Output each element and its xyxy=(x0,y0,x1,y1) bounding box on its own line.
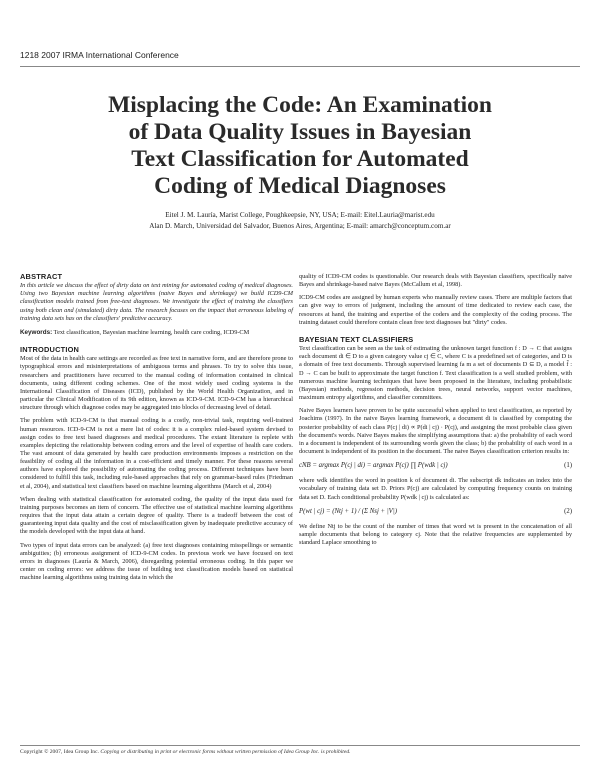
bayes-paragraph: where wdk identifies the word in position k of document di. The subscript dk indicates an index into the vocabulary of training data set D. Priors P(cj) are calculated by computing frequency counts on training data set D. Each conditional probability P(wdk | cj) is calculated as: xyxy=(299,477,572,501)
bayes-paragraph: We define Ntj to be the count of the number of times that word wt is present in the concatenation of all sample documents that belong to category cj. Note that the relative frequencies are supplemented by standard Laplace smoothing to xyxy=(299,522,572,547)
intro-paragraph: When dealing with statistical classification for automated coding, the quality of the input data used for training purposes becomes an item of concern. The effective use of statistical machine learning algorithms requires that the input data attain a certain degree of quality. There is a tradeoff between the cost of guaranteeing input data quality and the cost of misclassification given by inadequate predictive accuracy of the models developed with the input data at hand. xyxy=(20,495,293,536)
right-column xyxy=(299,273,572,552)
intro-paragraph: The problem with ICD-9-CM is that manual coding is a costly, non-trivial task, requiring well-trained human resources. ICD-9-CM is not a mere list of codes: it is a complex ruled-based system devised to assign codes to free text based diagnoses and medical procedures. The extant literature is replete with examples depicting the relationship between coding errors and the level of expertise of health care coders. The vast amount of data generated by health care production environments imposes a restriction on the feasibility of coding all the information in a cost-efficient and timely manner. For these reasons several authors have explored the possibility of automating the coding process. Different techniques have been considered to fulfill this task, including rule-based approaches that rely on grammar-based rules (Friedman et al, 2004), and statistical text classifiers based on machine learning algorithms (March et al, 2004) xyxy=(20,417,293,490)
abstract-text: In this article we discuss the effect of dirty data on text mining for automated coding of medical diagnoses. Using two Bayesian machine learning algorithms (naive Bayes and shrinkage) we build ICD9-CM classification models trained from free-text diagnoses. We investigate the effect of training the classifiers using both clean and (simulated) dirty data. The research focuses on the impact that erroneous labeling of training data sets has on the classifiers' predictive accuracy. xyxy=(20,282,293,322)
intro-paragraph: Most of the data in health care settings are recorded as free text in narrative form, and are therefore prone to typographical errors and misinterpretations of ambiguous terms and phrases. To try to solve this issue, researchers and practitioners have recurred to the manual coding of information contained in clinical documents, using different coding schemes. One of the most widely used coding systems is the International Classification of Diseases (ICD), published by the World Health Organization, and in particular the Clinical Modification of its 9th edition, known as ICD-9-CM. ICD-9-CM has a hierarchical structure through which diagnose codes may be aggregated into blocks of decreasing level of detail. xyxy=(20,355,293,412)
title-line: Coding of Medical Diagnoses xyxy=(154,173,446,199)
keywords-label: Keywords: xyxy=(20,328,53,336)
bayes-paragraph: Text classification can be seen as the task of estimating the unknown target function f : D → C that assigns each document di ∈ D to a given category value cj ∈ C, where C is a predefined set of categories, and D is a domain of free text documents. Through supervised learning fa m a set of documents D ⊆ D, a model f̂ : D → C can be built to approximate the target function f. Text classification is a well studied problem, with numerous machine learning techniques that have been proposed in the literature, including probabilistic (Bayesian) methods, regression methods, decision trees, neural networks, support vector machines, maximum entropy algorithms, and classifier committees. xyxy=(299,345,572,402)
paper-title xyxy=(40,92,560,200)
equation-1-body: cNB = argmax P(cj | di) = argmax P(cj) ∏ P(wdk | cj) xyxy=(299,462,448,470)
header-rule xyxy=(20,66,580,67)
bayes-paragraph: Naive Bayes learners have proven to be quite successful when applied to text classification, as reported by Joachims (1997). In the naive Bayes learning framework, a document di is classified by computing the posterior probability of each class P(cj | di) ∝ P(di | cj) · P(cj), and assigning the most probable class given the document's words. Naive Bayes makes the simplifying assumptions that: a) the probability of each word in a document is independent of its surrounding words given the class; b) the probability of each word in a document is independent of its position in the document. The naive Bayes classification criterion results in: xyxy=(299,407,572,455)
footer-rule xyxy=(20,745,580,746)
keywords-text: Text classification, Bayesian machine learning, health care coding, ICD9-CM xyxy=(52,328,250,336)
abstract-heading: ABSTRACT xyxy=(20,272,63,281)
title-line: of Data Quality Issues in Bayesian xyxy=(128,119,472,145)
intro-heading: INTRODUCTION xyxy=(20,345,80,355)
bayes-heading: BAYESIAN TEXT CLASSIFIERS xyxy=(299,334,414,344)
copyright-notice xyxy=(20,749,580,755)
title-line: Text Classification for Automated xyxy=(131,146,469,172)
equation-2-body: P(wt | cj) = (Ntj + 1) / (Σ Nsj + |V|) xyxy=(299,507,397,515)
copyright-plain: Copyright © 2007, Idea Group Inc. xyxy=(20,749,101,755)
equation-1-number: (1) xyxy=(564,462,572,470)
author-line: Eitel J. M. Lauría, Marist College, Poughkeepsie, NY, USA; E-mail: Eitel.Lauria@marist.edu xyxy=(165,211,435,219)
running-head: 1218 2007 IRMA International Conference xyxy=(20,50,179,60)
intro-paragraph: Two types of input data errors can be analyzed: (a) free text diagnoses containing misspellings or semantic ambiguities; (b) erroneous assignment of ICD-9-CM codes. In previous work we have focused on text errors in diagnoses (Lauría & March, 2006), disregarding potential erroneous coding. In this paper we center on coding errors: we address the issue of building text classification models based on statistical machine learning algorithms using training data in which the xyxy=(20,541,293,582)
intro-paragraph: quality of ICD9-CM codes is questionable. Our research deals with Bayesian classifiers, specifically naive Bayes and shrinkage-based naive Bayes (McCallum et al, 1998). xyxy=(299,273,572,289)
copyright-italic: Copying or distributing in print or electronic forms without written permission of Idea Group Inc. is prohibited. xyxy=(100,749,351,755)
equation-1 xyxy=(299,462,572,470)
author-line: Alan D. March, Universidad del Salvador, Buenos Aires, Argentina; E-mail: amarch@conceptum.com.ar xyxy=(149,221,451,230)
equation-2-number: (2) xyxy=(564,507,572,515)
author-block xyxy=(60,210,540,231)
keywords xyxy=(20,329,293,337)
title-line: Misplacing the Code: An Examination xyxy=(108,92,492,118)
intro-paragraph: ICD9-CM codes are assigned by human experts who manually review cases. There are multiple factors that can give way to errors of judgment, including the amount of time dedicated to review each case, the resources at hand, the training and expertise of the coders and the complexity of the coding process. The training dataset could therefore contain clean free text diagnoses but "dirty" codes. xyxy=(299,294,572,326)
left-column xyxy=(20,273,293,587)
equation-2 xyxy=(299,508,572,516)
